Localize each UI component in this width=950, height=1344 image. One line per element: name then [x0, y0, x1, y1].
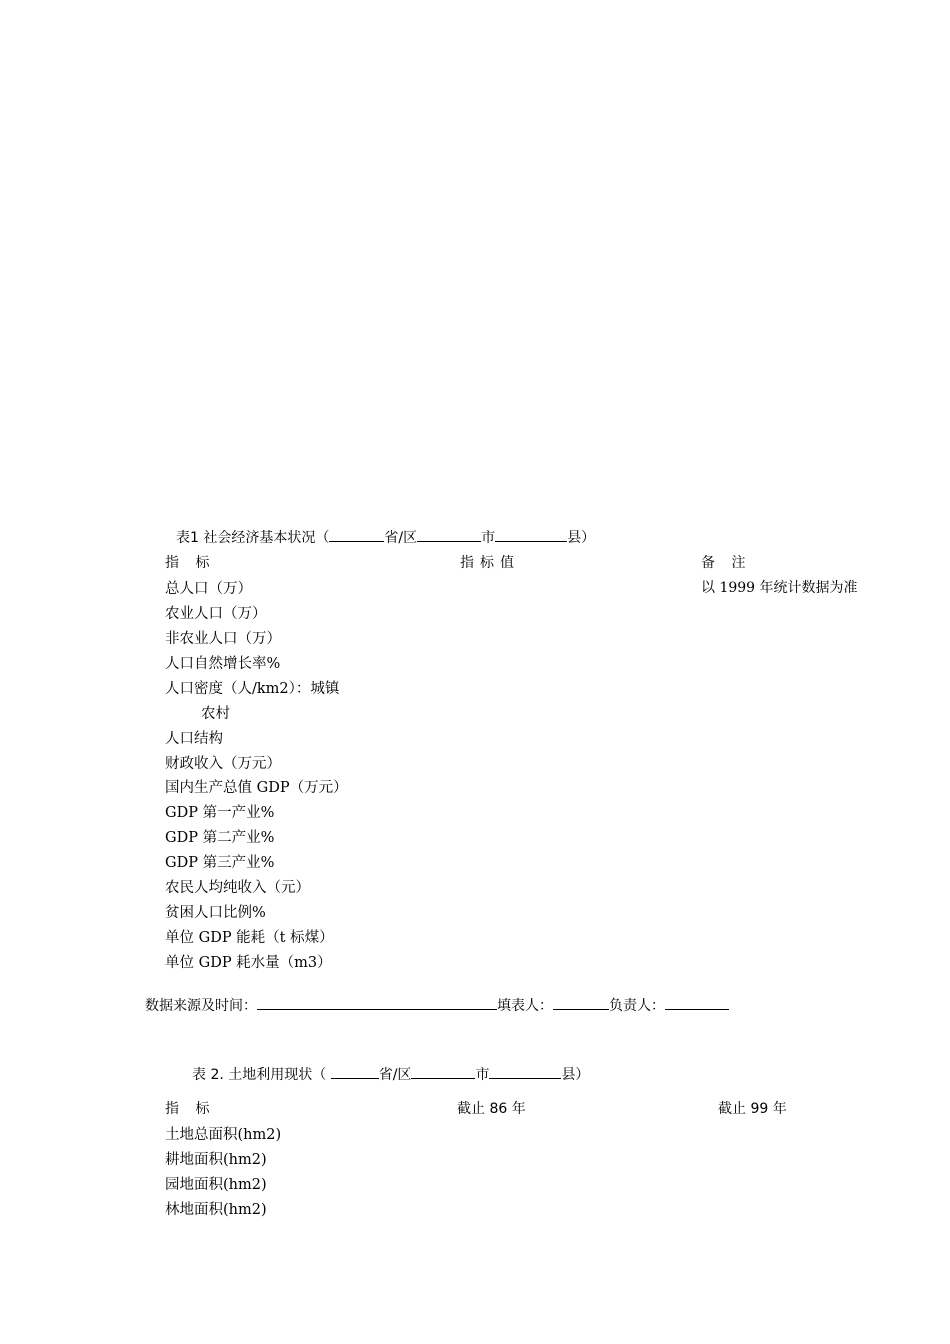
table-row: 园地面积(hm2) — [165, 1177, 267, 1193]
table1-col-value: 指标值 — [460, 555, 520, 571]
county-label: 县） — [567, 530, 596, 546]
county-blank[interactable] — [495, 527, 567, 542]
table-row: GDP 第三产业% — [165, 855, 275, 871]
table-row: 国内生产总值 GDP（万元） — [165, 780, 348, 796]
table-row: 林地面积(hm2) — [165, 1202, 267, 1218]
responsible-blank[interactable] — [665, 995, 729, 1010]
table1-title — [176, 527, 595, 547]
table2-col-indicator: 指 标 — [165, 1101, 216, 1117]
table-row: 土地总面积(hm2) — [165, 1127, 282, 1143]
table-row: 农民人均纯收入（元） — [165, 880, 310, 896]
table1-title-prefix: 表1 社会经济基本状况（ — [176, 530, 330, 546]
province-blank[interactable] — [331, 1064, 379, 1079]
table-row: 人口结构 — [165, 731, 223, 747]
table1-col-indicator: 指 标 — [165, 555, 216, 571]
city-label: 市 — [475, 1067, 490, 1083]
source-blank[interactable] — [257, 995, 497, 1010]
county-blank[interactable] — [489, 1064, 561, 1079]
table2-col-99: 截止 99 年 — [718, 1101, 787, 1117]
source-line — [145, 995, 729, 1015]
table-row: 耕地面积(hm2) — [165, 1152, 267, 1168]
table2-title — [192, 1064, 589, 1084]
province-label: 省/区 — [378, 1067, 412, 1083]
table-row: 农业人口（万） — [165, 606, 267, 622]
table-row: 非农业人口（万） — [165, 631, 281, 647]
filler-blank[interactable] — [553, 995, 609, 1010]
table-row: 人口密度（人/km2）：城镇 — [165, 681, 340, 697]
county-label: 县） — [561, 1067, 590, 1083]
table-row: 贫困人口比例% — [165, 905, 266, 921]
table1-col-note: 备 注 — [701, 555, 752, 571]
responsible-label: 负责人： — [609, 998, 665, 1014]
city-label: 市 — [481, 530, 496, 546]
table-row: 单位 GDP 能耗（t 标煤） — [165, 930, 334, 946]
table-row: 人口自然增长率% — [165, 656, 281, 672]
table-row: 单位 GDP 耗水量（m3） — [165, 955, 332, 971]
filler-label: 填表人： — [497, 998, 553, 1014]
province-blank[interactable] — [329, 527, 384, 542]
table2-col-86: 截止 86 年 — [457, 1101, 526, 1117]
table-row: GDP 第一产业% — [165, 805, 275, 821]
table-row: 财政收入（万元） — [165, 756, 281, 772]
table2-title-prefix: 表 2. 土地利用现状（ — [192, 1067, 331, 1083]
table-row: 总人口（万） — [165, 581, 252, 597]
table1-note: 以 1999 年统计数据为准 — [701, 580, 858, 596]
table-row: 农村 — [201, 706, 230, 722]
province-label: 省/区 — [384, 530, 418, 546]
city-blank[interactable] — [411, 1064, 475, 1079]
source-label: 数据来源及时间： — [145, 998, 257, 1014]
city-blank[interactable] — [417, 527, 481, 542]
table-row: GDP 第二产业% — [165, 830, 275, 846]
